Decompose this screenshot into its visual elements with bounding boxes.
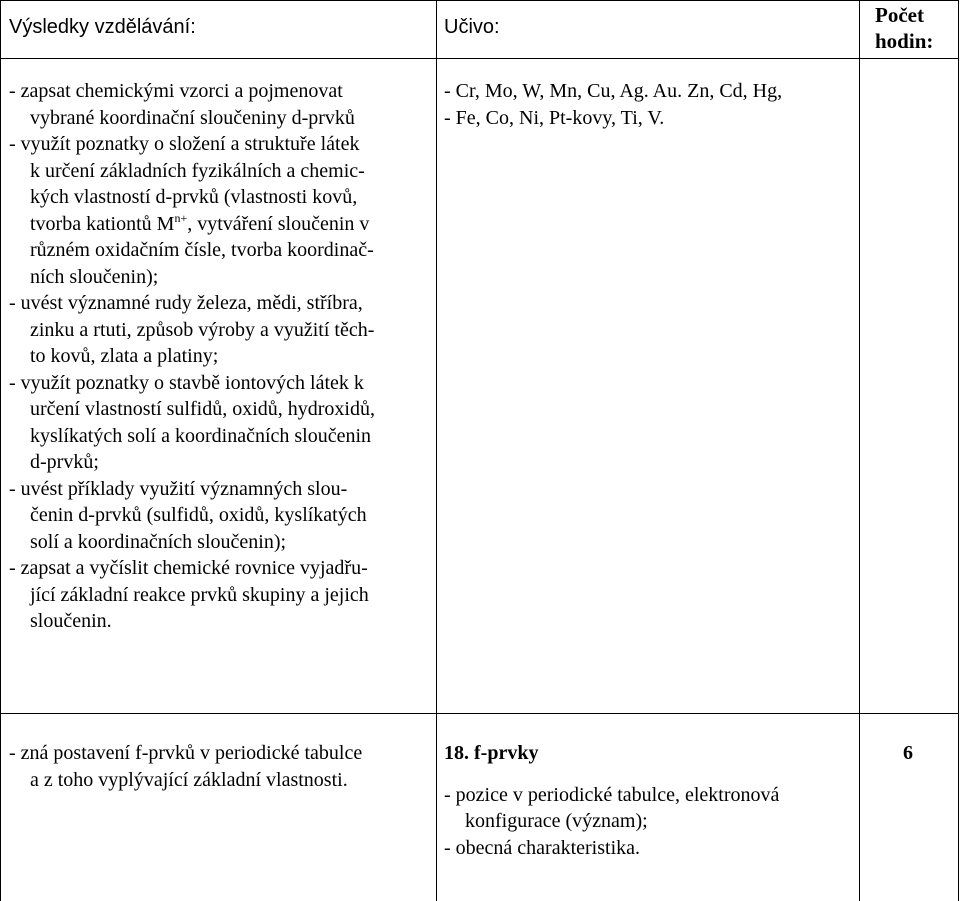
outcome-line: zinku a rtuti, způsob výroby a využití těch- bbox=[30, 318, 375, 341]
content-line: - pozice v periodické tabulce, elektronová bbox=[444, 783, 780, 806]
topic-title: 18. f-prvky bbox=[444, 742, 539, 764]
superscript-charge: n+ bbox=[174, 210, 188, 225]
content-line: - obecná charakteristika. bbox=[444, 836, 641, 859]
outcome-line: kých vlastností d-prvků (vlastnosti kovů, bbox=[30, 186, 358, 208]
header-content: Učivo: bbox=[444, 16, 500, 38]
row-divider bbox=[0, 713, 959, 714]
header-hours-line2: hodin: bbox=[875, 29, 934, 53]
outcome-text: tvorba kationtů M bbox=[30, 212, 175, 235]
section1-content bbox=[444, 78, 782, 131]
header-hours-line1: Počet bbox=[875, 3, 924, 27]
outcome-line: a z toho vyplývající základní vlastnosti. bbox=[30, 768, 348, 791]
content-line: - Fe, Co, Ni, Pt-kovy, Ti, V. bbox=[444, 106, 665, 129]
outcome-line: - zná postavení f-prvků v periodické tabulce bbox=[9, 742, 363, 764]
section2-outcomes bbox=[9, 740, 362, 793]
header-hours bbox=[875, 2, 933, 54]
outcome-line: ních sloučenin); bbox=[30, 265, 159, 288]
outcome-line: vybrané koordinační sloučeniny d-prvků bbox=[30, 106, 355, 129]
outcome-line bbox=[9, 211, 375, 238]
section2-content bbox=[444, 740, 779, 861]
outcome-line: to kovů, zlata a platiny; bbox=[30, 345, 219, 367]
table-border-left bbox=[0, 0, 1, 901]
outcome-line: určení vlastností sulfidů, oxidů, hydroxidů, bbox=[30, 398, 375, 420]
outcome-line: - uvést příklady využití významných slou- bbox=[9, 477, 348, 500]
outcome-line: jící základní reakce prvků skupiny a jejich bbox=[30, 583, 369, 606]
outcome-line: - využít poznatky o složení a struktuře látek bbox=[9, 133, 360, 155]
content-line: - Cr, Mo, W, Mn, Cu, Ag. Au. Zn, Cd, Hg, bbox=[444, 80, 783, 102]
outcome-line: - zapsat a vyčíslit chemické rovnice vyjadřu- bbox=[9, 557, 368, 579]
column-divider-2 bbox=[859, 0, 860, 901]
outcome-line: čenin d-prvků (sulfidů, oxidů, kyslíkatých bbox=[30, 504, 367, 526]
content-line: konfigurace (význam); bbox=[465, 810, 648, 832]
outcome-line: různém oxidačním čísle, tvorba koordinač- bbox=[30, 239, 374, 261]
outcome-line: - využít poznatky o stavbě iontových látek k bbox=[9, 371, 364, 394]
section1-outcomes bbox=[9, 78, 375, 635]
outcome-line: - uvést významné rudy železa, mědi, stříbra, bbox=[9, 292, 363, 314]
header-outcomes: Výsledky vzdělávání: bbox=[9, 16, 196, 38]
table-border-top bbox=[0, 0, 959, 1]
table-border-right bbox=[958, 0, 959, 901]
outcome-line: kyslíkatých solí a koordinačních sloučenin bbox=[30, 424, 372, 447]
section2-hours: 6 bbox=[903, 742, 913, 764]
outcome-line: k určení základních fyzikálních a chemic- bbox=[30, 159, 365, 182]
outcome-line: - zapsat chemickými vzorci a pojmenovat bbox=[9, 80, 343, 102]
header-divider bbox=[0, 58, 959, 59]
column-divider-1 bbox=[436, 0, 437, 901]
outcome-line: d-prvků; bbox=[30, 451, 99, 473]
outcome-line: sloučenin. bbox=[30, 610, 112, 632]
outcome-text: , vytváření sloučenin v bbox=[187, 212, 370, 235]
outcome-line: solí a koordinačních sloučenin); bbox=[30, 530, 287, 553]
